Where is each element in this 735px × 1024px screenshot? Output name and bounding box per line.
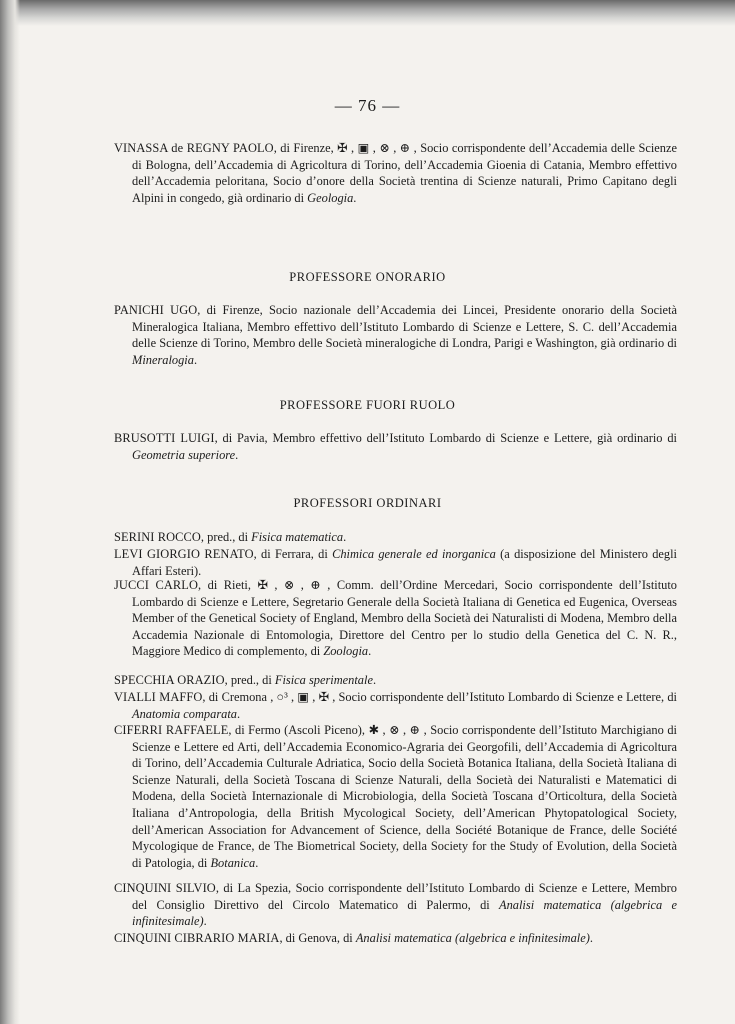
entry-text: , di Ferrara, di [253, 547, 333, 561]
entry-subject: Geologia [307, 190, 354, 205]
entry-name: CINQUINI SILVIO [114, 881, 216, 895]
entry-text: , di Firenze, ✠ , ▣ , ⊗ , ⊕ , Socio corrispondente dell’Accademia delle Scienze di Bologna, dell’Accademia di Agricoltura di Torino, dell’Accademia Gioenia di Catania, Membro effettivo dell’Accademia peloritana, Socio d’onore della Società trentina di Scienze naturali, Primo Capitano degli Alpini in congedo, già ordinario di [132, 141, 677, 205]
entry-subject: Analisi matematica (algebrica e infinitesimale) [132, 897, 677, 929]
entry-name: JUCCI CARLO [114, 578, 199, 592]
entry-text: , di Firenze, Socio nazionale dell’Accademia dei Lincei, Presidente onorario della Società Mineralogica Italiana, Membro effettivo dell’Istituto Lombardo di Scienze e Lettere, S. C. dell’Accademia delle Scienze di Torino, Membro delle Società mineralogiche di Londra, Parigi e Washington, già ordinario di [132, 303, 677, 351]
entry-subject: Chimica generale ed inorganica [332, 547, 496, 561]
entry-end: . [372, 673, 377, 687]
entry-cinquini-cibrario [114, 930, 677, 947]
entry-text: , di Genova, di [279, 931, 356, 945]
entry-name: VINASSA de REGNY PAOLO [114, 141, 274, 155]
entry-cinquini-silvio [114, 880, 677, 930]
entry-end: . [235, 447, 239, 462]
entry-name: BRUSOTTI LUIGI [114, 431, 215, 445]
entry-subject: Botanica [210, 855, 256, 870]
entry-name: PANICHI UGO [114, 303, 198, 317]
section-heading-ordinari: PROFESSORI ORDINARI [293, 496, 442, 510]
entry-end: . [353, 190, 357, 205]
entry-text: , pred., di [200, 530, 252, 544]
entry-name: CIFERRI RAFFAELE [114, 723, 229, 737]
entry-end: . [255, 855, 259, 870]
entry-end: . [236, 706, 241, 721]
section-heading-onorario: PROFESSORE ONORARIO [289, 270, 446, 284]
entry-end: . [589, 931, 593, 945]
entry-name: CINQUINI CIBRARIO MARIA [114, 931, 280, 945]
entry-jucci [114, 577, 677, 660]
entry-name: SERINI ROCCO [114, 530, 201, 544]
entry-name: VIALLI MAFFO [114, 690, 203, 704]
entry-brusotti [114, 430, 677, 463]
entry-subject: Fisica matematica [251, 530, 344, 544]
entry-text: , di Cremona , ○³ , ▣ , ✠ , Socio corrispondente dell’Istituto Lombardo di Scienze e Lettere, di [202, 690, 677, 704]
entry-subject: Anatomia comparata [132, 706, 237, 721]
entry-text: , pred., di [224, 673, 275, 687]
entry-end: . [193, 352, 198, 367]
scan-shadow-top [0, 0, 735, 26]
entry-serini [114, 529, 677, 546]
entry-end: . [343, 530, 347, 544]
entry-panichi [114, 302, 677, 368]
section-heading-fuori-ruolo: PROFESSORE FUORI RUOLO [279, 398, 456, 412]
entry-name: LEVI GIORGIO RENATO [114, 547, 254, 561]
entry-text: , di Fermo (Ascoli Piceno), ✱ , ⊗ , ⊕ , Socio corrispondente dell’Istituto Marchigiano di Scienze e Lettere ed Arti, dell’Accademia Economico-Agraria dei Georgofili, dell’Accademia di Agricoltura di Torino, dell’Accademia Culturale Adriatica, Socio della Società Botanica Italiana, della Società Italiana di Scienze Naturali, della Società Toscana di Scienze Naturali, della Società dei Naturalisti e Matematici di Modena, della Società Internazionale di Microbiologia, della Società Toscana d’Orticoltura, della Società Italiana d’Antropologia, della British Mycological Society, dell’American Phytopatological Society, dell’American Association for Advancement of Science, della Société Botanique de France, delle Société Mycologique de France, de The Biometrical Society, della Society for the Study of Evolution, della Società di Patologia, di [132, 723, 677, 870]
scan-shadow-left [0, 0, 20, 1024]
entry-text: , di Pavia, Membro effettivo dell’Istituto Lombardo di Scienze e Lettere, già ordinario di [214, 431, 677, 445]
entry-subject: Mineralogia [132, 352, 194, 367]
entry-vinassa [114, 140, 677, 206]
entry-subject: Zoologia [323, 644, 369, 659]
entry-end: (a disposizione del Ministero degli Affari Esteri). [132, 547, 678, 578]
entry-subject: Analisi matematica (algebrica e infinitesimale) [355, 931, 590, 945]
entry-ciferri [114, 722, 677, 871]
entry-text: , di Rieti, ✠ , ⊗ , ⊕ , Comm. dell’Ordine Mercedari, Socio corrispondente dell’Istituto Lombardo di Scienze e Lettere, Segretario Generale della Società Italiana di Genetica ed Eugenica, Overseas Member of the Genetical Society of England, Membro della Società dei Naturalisti di Modena, Membro della Accademia Nazionale di Entomologia, Direttore del Centro per lo studio della Genetica del C. N. R., Maggiore Medico di complemento, di [132, 578, 677, 659]
entry-levi [114, 546, 677, 579]
entry-vialli [114, 689, 677, 722]
entry-specchia [114, 672, 677, 689]
entry-subject: Geometria superiore [132, 447, 236, 462]
page-number: — 76 — [334, 96, 401, 115]
entry-text: , di La Spezia, Socio corrispondente dell’Istituto Lombardo di Scienze e Lettere, Membro del Consiglio Direttivo del Circolo Matematico di Palermo, di [132, 881, 677, 912]
entry-end: . [203, 914, 207, 929]
entry-name: SPECCHIA ORAZIO [114, 673, 225, 687]
entry-subject: Fisica sperimentale [274, 673, 373, 687]
entry-end: . [368, 644, 372, 659]
